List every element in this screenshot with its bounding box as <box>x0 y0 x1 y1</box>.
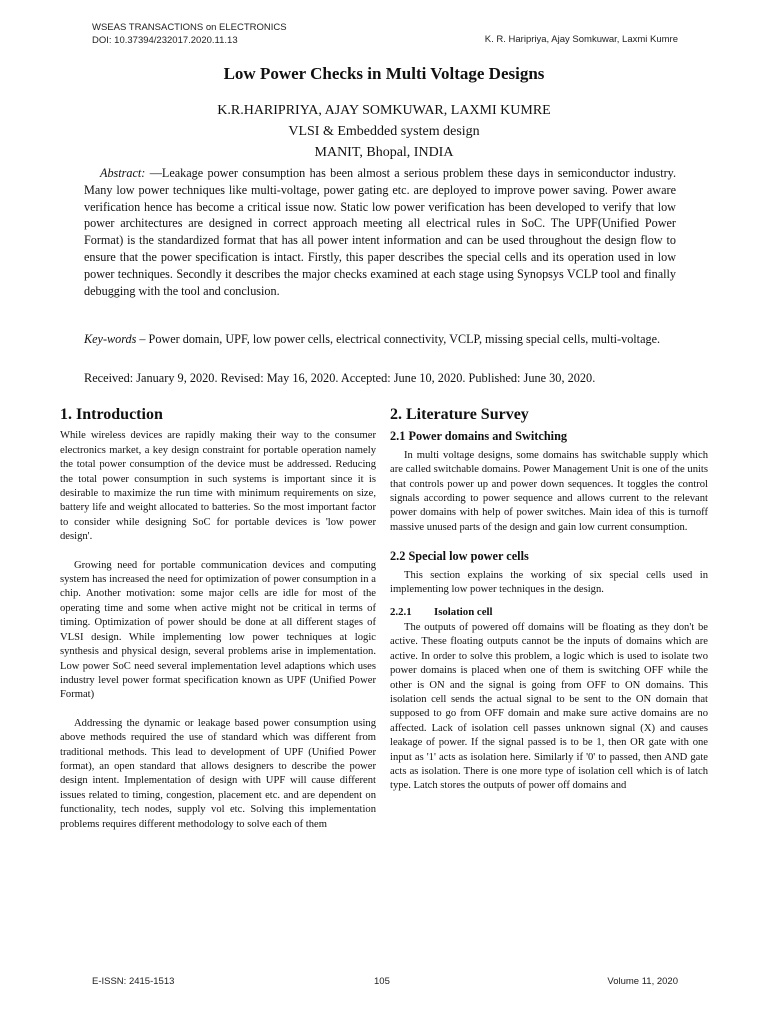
subsubsection-heading-isolation-cell <box>390 605 708 619</box>
section-heading-introduction: 1. Introduction <box>60 406 163 423</box>
paper-title: Low Power Checks in Multi Voltage Designs <box>223 64 545 83</box>
affiliation-dept: VLSI & Embedded system design <box>288 124 480 139</box>
subsection-heading-power-domains: 2.1 Power domains and Switching <box>390 429 568 444</box>
keywords <box>84 331 676 348</box>
abstract <box>84 165 676 299</box>
header-authors: K. R. Haripriya, Ajay Somkuwar, Laxmi Kumre <box>484 34 678 45</box>
doi[interactable]: DOI: 10.37394/232017.2020.11.13 <box>92 35 238 46</box>
publication-dates: Received: January 9, 2020. Revised: May 16, 2020. Accepted: June 10, 2020. Published: June 30, 2020. <box>84 371 596 385</box>
left-column <box>60 408 376 832</box>
running-header <box>92 21 287 47</box>
intro-paragraph-3: Addressing the dynamic or leakage based power consumption using above methods required the use of standard which was different from traditional methods. This lead to development of UPF (Unified Power format), an open standard that allows designers to describe the power design intent. Implementation of design with UPF will cause different issues related to timing, congestion, placement etc. and are dependent on functionality, tech nodes, supply vol etc. Solving this implementation problems requires different methodology to solve each of them <box>60 717 376 830</box>
journal-name: WSEAS TRANSACTIONS on ELECTRONICS <box>92 22 287 33</box>
abstract-label: Abstract: <box>100 166 146 180</box>
special-cells-paragraph: This section explains the working of six special cells used in implementing low power techniques in the design. <box>390 569 708 596</box>
author-list: K.R.HARIPRIYA, AJAY SOMKUWAR, LAXMI KUMRE <box>217 103 551 118</box>
subsubsection-number: 2.2.1 <box>390 606 412 619</box>
keywords-text: – Power domain, UPF, low power cells, electrical connectivity, VCLP, missing special cells, multi-voltage. <box>136 332 661 346</box>
isolation-cell-paragraph: The outputs of powered off domains will be floating as they don't be active. These floating outputs cannot be the inputs of domains which are active. In order to solve this problem, a logic which is used to isolate two power domains is placed when one of them is switching OFF while the other is ON and the signal is going from OFF to ON domains. This isolation cell sends the actual signal to be sent to the ON domain that supposed to go from OFF domain and make sure active domains are no affected. Lack of isolation cell passes unknown signal (X) and causes leakage of power. If the signal passed is to be 1, then OR gate with one input as '1' acts as isolation here. Similarly if '0' to passed, then AND gate acts as isolation. There is one more type of isolation cell which is of latch type. Latch stores the outputs of power off domains and <box>390 621 708 792</box>
footer-page-number: 105 <box>374 976 390 987</box>
subsubsection-title: Isolation cell <box>434 606 493 619</box>
section-heading-literature-survey: 2. Literature Survey <box>390 406 529 423</box>
intro-paragraph-2: Growing need for portable communication devices and computing system has increased the need for optimization of power consumption in a chip. Another motivation: some major cells are idle for most of the operating time and some when active might not be critical in terms of timing. Optimization of power should be done at all different stages of VLSI design. While implementing low power techniques at logic synthesis and physical design, several problems arise in implementation. Low power SoC need several implementation level adaptions which uses industry level power format specification known as UPF (Unified Power Format) <box>60 559 376 701</box>
intro-paragraph-1: While wireless devices are rapidly making their way to the consumer electronics market, a key design constraint for portable operation namely the total power consumption of the device must be addressed. Reducing the total power consumption in such systems is important since it is desirable to maximize the run time with minimum requirements on size, battery life and weight allocated to batteries. So the most important factor to consider while designing SoC for portable devices is 'low power design'. <box>60 430 376 543</box>
affiliation-location: MANIT, Bhopal, INDIA <box>314 145 454 160</box>
keywords-label: Key-words <box>84 332 137 346</box>
footer-issn: E-ISSN: 2415-1513 <box>92 976 175 987</box>
subsection-heading-special-cells: 2.2 Special low power cells <box>390 549 529 564</box>
footer-volume: Volume 11, 2020 <box>607 976 678 987</box>
power-domains-paragraph: In multi voltage designs, some domains has switchable supply which are called switchable domains. Power Management Unit is one of the units that controls power up and power down sequences. It toggles the control signals according to power sequence and allows current to the relevant power domains with help of power switches. Main idea of this is turnoff massive unused parts of the design and gain low current consumption. <box>390 449 708 533</box>
abstract-text: —Leakage power consumption has been almost a serious problem these days in semiconductor industry. Many low power techniques like multi-voltage, power gating etc. are deployed to improve power saving. Power aware verification hence has become a critical issue now. Static low power verification has been developed to verify that low power architectures are designed in correct approach meeting all electrical rules in SoC. The UPF(Unified Power Format) is the standardized format that has all power intent information and can be used throughout the design flow to ensure that the power specification is intact. Firstly, this paper describes the special cells and its operation used in low power techniques. Secondly it describes the major checks examined at each stage using Synopsys VCLP tool and finally debugging with the tool and conclusion. <box>84 166 676 298</box>
right-column <box>390 408 708 794</box>
